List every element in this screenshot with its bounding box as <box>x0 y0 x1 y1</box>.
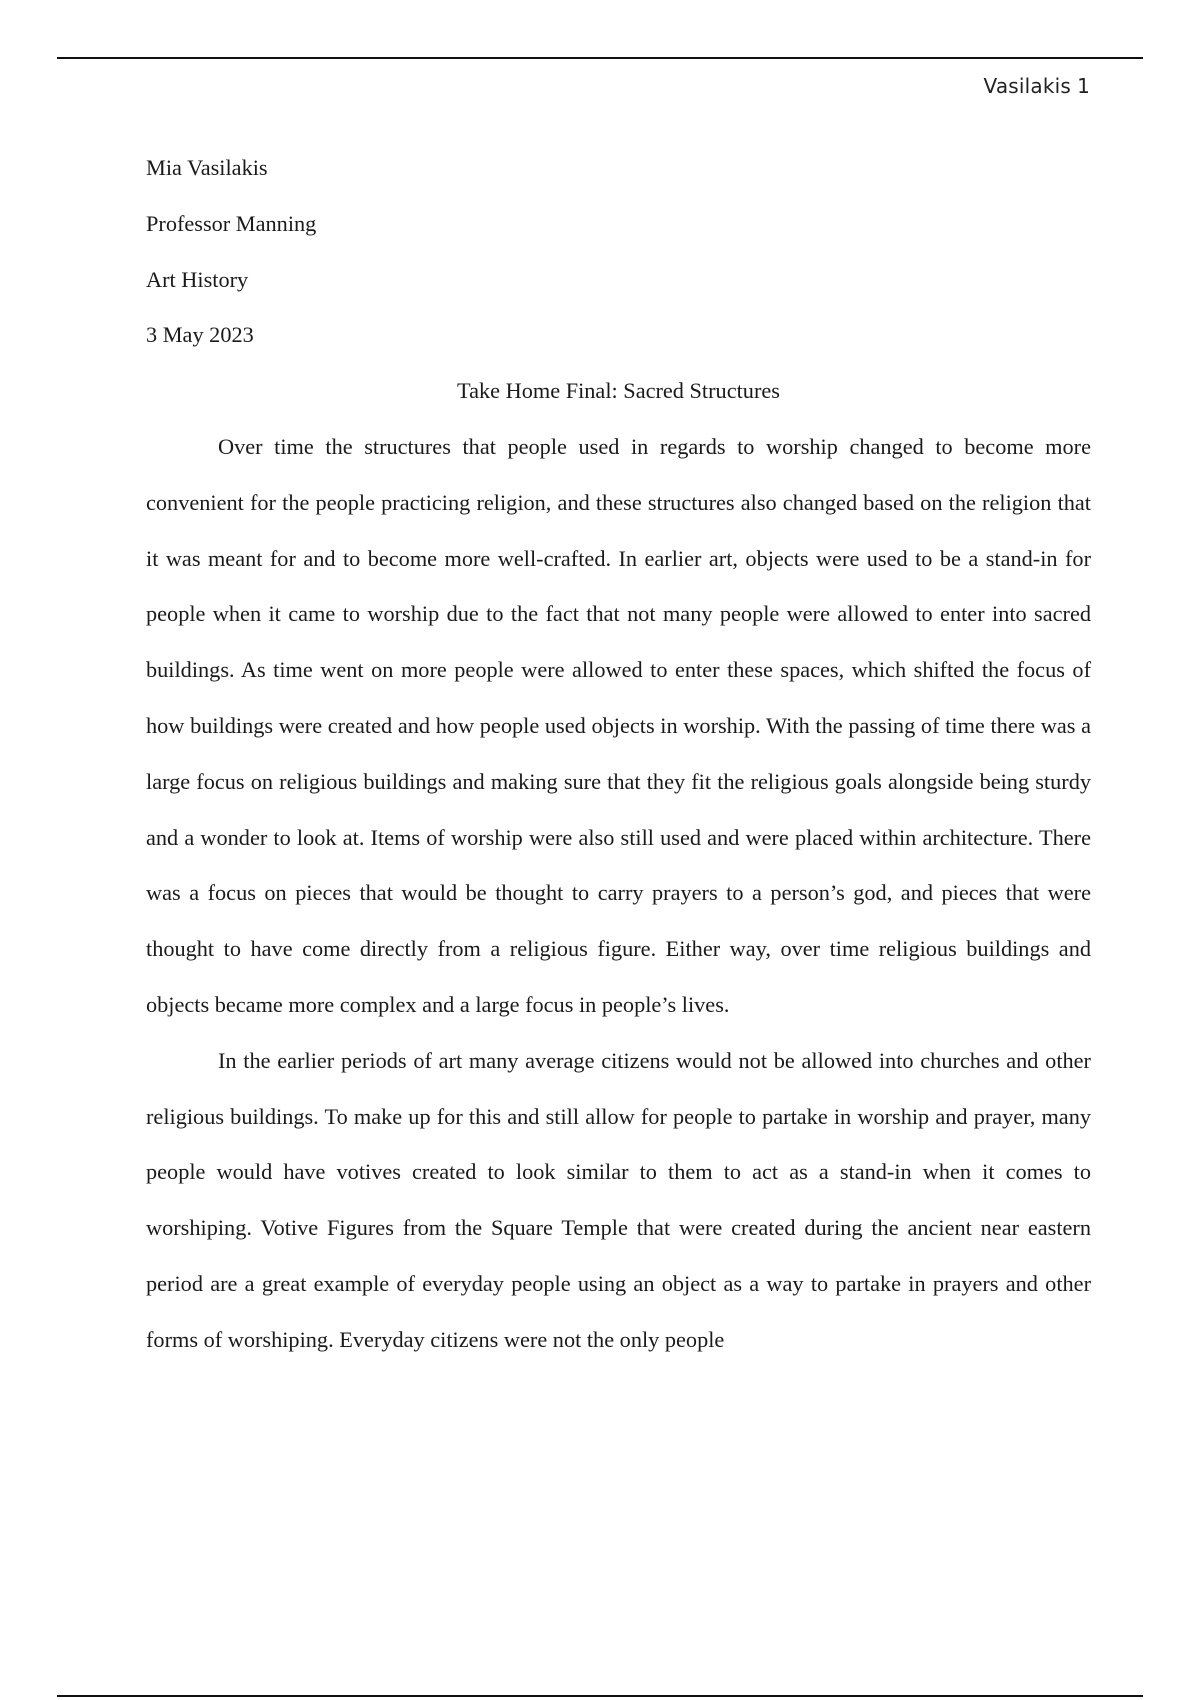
student-name: Mia Vasilakis <box>146 155 268 180</box>
bottom-page-rule <box>57 1695 1143 1697</box>
submission-date: 3 May 2023 <box>146 322 254 348</box>
paragraph: Over time the structures that people used in regards to worship changed to become more convenient for the people practicing religion, and these structures also changed based on the religion that it was meant for and to become more well-crafted. In earlier art, objects were used to be a stand-in for people when it came to worship due to the fact that not many people were allowed to enter into sacred buildings. As time went on more people were allowed to enter these spaces, which shifted the focus of how buildings were created and how people used objects in worship. With the passing of time there was a large focus on religious buildings and making sure that they fit the religious goals alongside being sturdy and a wonder to look at. Items of worship were also still used and were placed within architecture. There was a focus on pieces that would be thought to carry prayers to a person’s god, and pieces that were thought to have come directly from a religious figure. Either way, over time religious buildings and objects became more complex and a large focus in people’s lives. <box>146 433 1091 1017</box>
course-name: Art History <box>146 266 249 292</box>
page-number: 1 <box>1077 74 1090 98</box>
header-surname: Vasilakis <box>983 74 1072 98</box>
top-page-rule <box>57 57 1143 59</box>
paragraph: In the earlier periods of art many average citizens would not be allowed into churches and other religious buildings. To make up for this and still allow for people to partake in worship and prayer, many people would have votives created to look similar to them to act as a stand-in when it comes to worshiping. Votive Figures from the Square Temple that were created during the ancient near eastern period are a great example of everyday people using an object as a way to partake in prayers and other forms of worshiping. Everyday citizens were not the only people <box>146 1047 1091 1352</box>
essay-title: Take Home Final: Sacred Structures <box>457 378 780 404</box>
running-header <box>984 74 1090 98</box>
document-body <box>146 140 1091 1368</box>
professor-name: Professor Manning <box>146 210 317 236</box>
